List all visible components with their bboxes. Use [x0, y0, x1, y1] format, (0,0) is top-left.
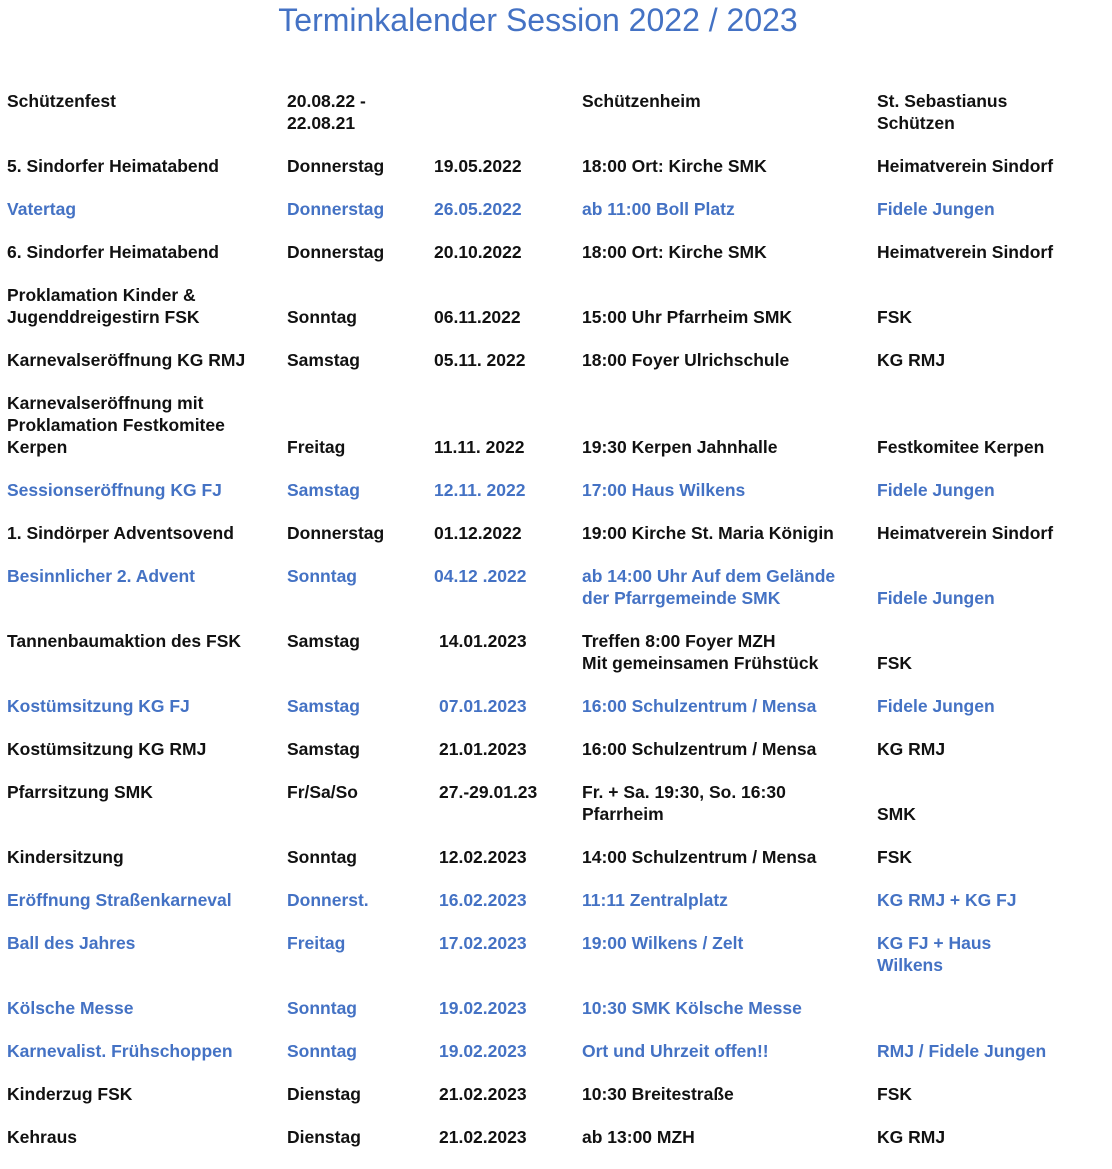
event-name: 1. Sindörper Adventsovend	[7, 523, 234, 543]
event-organizer: FSK	[877, 847, 912, 867]
event-day: Donnerstag	[287, 242, 385, 262]
event-name: Kostümsitzung KG FJ	[7, 696, 190, 716]
event-organizer: Fidele Jungen	[877, 480, 995, 500]
table-row	[0, 565, 1112, 630]
event-organizer: Fidele Jungen	[877, 199, 995, 219]
event-place: ab 14:00 Uhr Auf dem Gelände der Pfarrgemeinde SMK	[582, 566, 836, 608]
event-place: 18:00 Foyer Ulrichschule	[582, 350, 790, 370]
table-row	[0, 846, 1112, 889]
event-date: 12.11. 2022	[434, 480, 526, 500]
event-organizer: KG RMJ	[877, 1127, 946, 1147]
event-day: Dienstag	[287, 1127, 361, 1147]
event-place: 10:30 SMK Kölsche Messe	[582, 998, 802, 1018]
table-row	[0, 997, 1112, 1040]
event-place: 18:00 Ort: Kirche SMK	[582, 242, 767, 262]
event-place: Treffen 8:00 Foyer MZH Mit gemeinsamen Frühstück	[582, 631, 819, 673]
event-date: 21.02.2023	[439, 1127, 527, 1147]
event-name: Kostümsitzung KG RMJ	[7, 739, 207, 759]
table-row	[0, 198, 1112, 241]
event-place: 15:00 Uhr Pfarrheim SMK	[582, 307, 793, 327]
event-place: 16:00 Schulzentrum / Mensa	[582, 696, 817, 716]
event-date: 26.05.2022	[434, 199, 522, 219]
event-organizer: KG RMJ	[877, 350, 946, 370]
event-name: Karnevalseröffnung KG RMJ	[7, 350, 246, 370]
event-name: Ball des Jahres	[7, 933, 136, 953]
event-name: Proklamation Kinder & Jugenddreigestirn FSK	[7, 285, 200, 327]
event-day: Samstag	[287, 739, 360, 759]
event-place: ab 11:00 Boll Platz	[582, 199, 735, 219]
event-name: Karnevalist. Frühschoppen	[7, 1041, 233, 1061]
event-organizer: Festkomitee Kerpen	[877, 437, 1045, 457]
event-day: Freitag	[287, 437, 346, 457]
event-name: Besinnlicher 2. Advent	[7, 566, 196, 586]
page-title: Terminkalender Session 2022 / 2023	[278, 2, 798, 38]
event-organizer: SMK	[877, 804, 916, 824]
event-name: Kinderzug FSK	[7, 1084, 133, 1104]
event-place: 19:00 Wilkens / Zelt	[582, 933, 744, 953]
event-place: Ort und Uhrzeit offen!!	[582, 1041, 769, 1061]
event-place: 17:00 Haus Wilkens	[582, 480, 746, 500]
event-place: Schützenheim	[582, 91, 701, 111]
table-row	[0, 349, 1112, 392]
event-date: 19.02.2023	[439, 1041, 527, 1061]
event-organizer: KG RMJ	[877, 739, 946, 759]
event-name: Kölsche Messe	[7, 998, 134, 1018]
event-name: Vatertag	[7, 199, 77, 219]
event-organizer: KG FJ + Haus Wilkens	[877, 933, 992, 975]
event-day: Sonntag	[287, 566, 357, 586]
table-row	[0, 630, 1112, 695]
table-row	[0, 781, 1112, 846]
event-organizer: KG RMJ + KG FJ	[877, 890, 1017, 910]
event-place: 16:00 Schulzentrum / Mensa	[582, 739, 817, 759]
event-date: 07.01.2023	[439, 696, 527, 716]
event-date: 14.01.2023	[439, 631, 527, 651]
table-row	[0, 1040, 1112, 1083]
event-day: Freitag	[287, 933, 346, 953]
table-row	[0, 90, 1112, 155]
event-organizer: FSK	[877, 1084, 912, 1104]
event-organizer: RMJ / Fidele Jungen	[877, 1041, 1047, 1061]
event-organizer: FSK	[877, 653, 912, 673]
event-name: Eröffnung Straßenkarneval	[7, 890, 232, 910]
event-name: Kindersitzung	[7, 847, 124, 867]
event-day: Donnerstag	[287, 523, 385, 543]
event-organizer: Fidele Jungen	[877, 696, 995, 716]
table-row	[0, 155, 1112, 198]
event-date: 11.11. 2022	[434, 437, 525, 457]
event-day: Sonntag	[287, 847, 357, 867]
event-place: 19:30 Kerpen Jahnhalle	[582, 437, 778, 457]
event-date: 19.02.2023	[439, 998, 527, 1018]
event-day: Sonntag	[287, 1041, 357, 1061]
event-day: Donnerst.	[287, 890, 369, 910]
table-row	[0, 738, 1112, 781]
event-date: 16.02.2023	[439, 890, 527, 910]
event-day: Sonntag	[287, 998, 357, 1018]
event-date: 21.01.2023	[439, 739, 527, 759]
event-day: Samstag	[287, 480, 360, 500]
event-day: Samstag	[287, 631, 360, 651]
event-date: 21.02.2023	[439, 1084, 527, 1104]
event-day: Sonntag	[287, 307, 357, 327]
table-row	[0, 241, 1112, 284]
event-day: Dienstag	[287, 1084, 361, 1104]
event-organizer: St. Sebastianus Schützen	[877, 91, 1008, 133]
event-date: 05.11. 2022	[434, 350, 526, 370]
event-name: Karnevalseröffnung mit Proklamation Festkomitee Kerpen	[7, 393, 225, 457]
event-place: 19:00 Kirche St. Maria Königin	[582, 523, 834, 543]
event-date: 01.12.2022	[434, 523, 522, 543]
event-name: Pfarrsitzung SMK	[7, 782, 153, 802]
event-place: 18:00 Ort: Kirche SMK	[582, 156, 767, 176]
table-row	[0, 479, 1112, 522]
event-date: 20.10.2022	[434, 242, 522, 262]
event-date: 04.12 .2022	[434, 566, 527, 586]
event-day: Samstag	[287, 350, 360, 370]
event-place: Fr. + Sa. 19:30, So. 16:30 Pfarrheim	[582, 782, 786, 824]
event-day: 20.08.22 - 22.08.21	[287, 91, 366, 133]
event-place: 11:11 Zentralplatz	[582, 890, 728, 910]
table-row	[0, 932, 1112, 997]
event-day: Fr/Sa/So	[287, 782, 358, 802]
event-name: 5. Sindorfer Heimatabend	[7, 156, 219, 176]
event-date: 12.02.2023	[439, 847, 527, 867]
event-place: ab 13:00 MZH	[582, 1127, 695, 1147]
event-table	[0, 90, 1112, 1169]
event-place: 10:30 Breitestraße	[582, 1084, 734, 1104]
event-organizer: Heimatverein Sindorf	[877, 523, 1054, 543]
event-organizer: Heimatverein Sindorf	[877, 242, 1054, 262]
table-row	[0, 392, 1112, 479]
event-date: 27.-29.01.23	[439, 782, 538, 802]
table-row	[0, 695, 1112, 738]
event-organizer: FSK	[877, 307, 912, 327]
table-row	[0, 1126, 1112, 1169]
event-date: 17.02.2023	[439, 933, 527, 953]
table-row	[0, 284, 1112, 349]
table-row	[0, 1083, 1112, 1126]
event-place: 14:00 Schulzentrum / Mensa	[582, 847, 817, 867]
event-name: Sessionseröffnung KG FJ	[7, 480, 222, 500]
event-date: 06.11.2022	[434, 307, 521, 327]
event-name: Tannenbaumaktion des FSK	[7, 631, 242, 651]
event-day: Samstag	[287, 696, 360, 716]
table-row	[0, 522, 1112, 565]
event-organizer: Heimatverein Sindorf	[877, 156, 1054, 176]
event-name: Schützenfest	[7, 91, 116, 111]
event-day: Donnerstag	[287, 199, 385, 219]
event-date: 19.05.2022	[434, 156, 522, 176]
event-name: 6. Sindorfer Heimatabend	[7, 242, 219, 262]
event-name: Kehraus	[7, 1127, 78, 1147]
event-day: Donnerstag	[287, 156, 385, 176]
event-organizer: Fidele Jungen	[877, 588, 995, 608]
table-row	[0, 889, 1112, 932]
